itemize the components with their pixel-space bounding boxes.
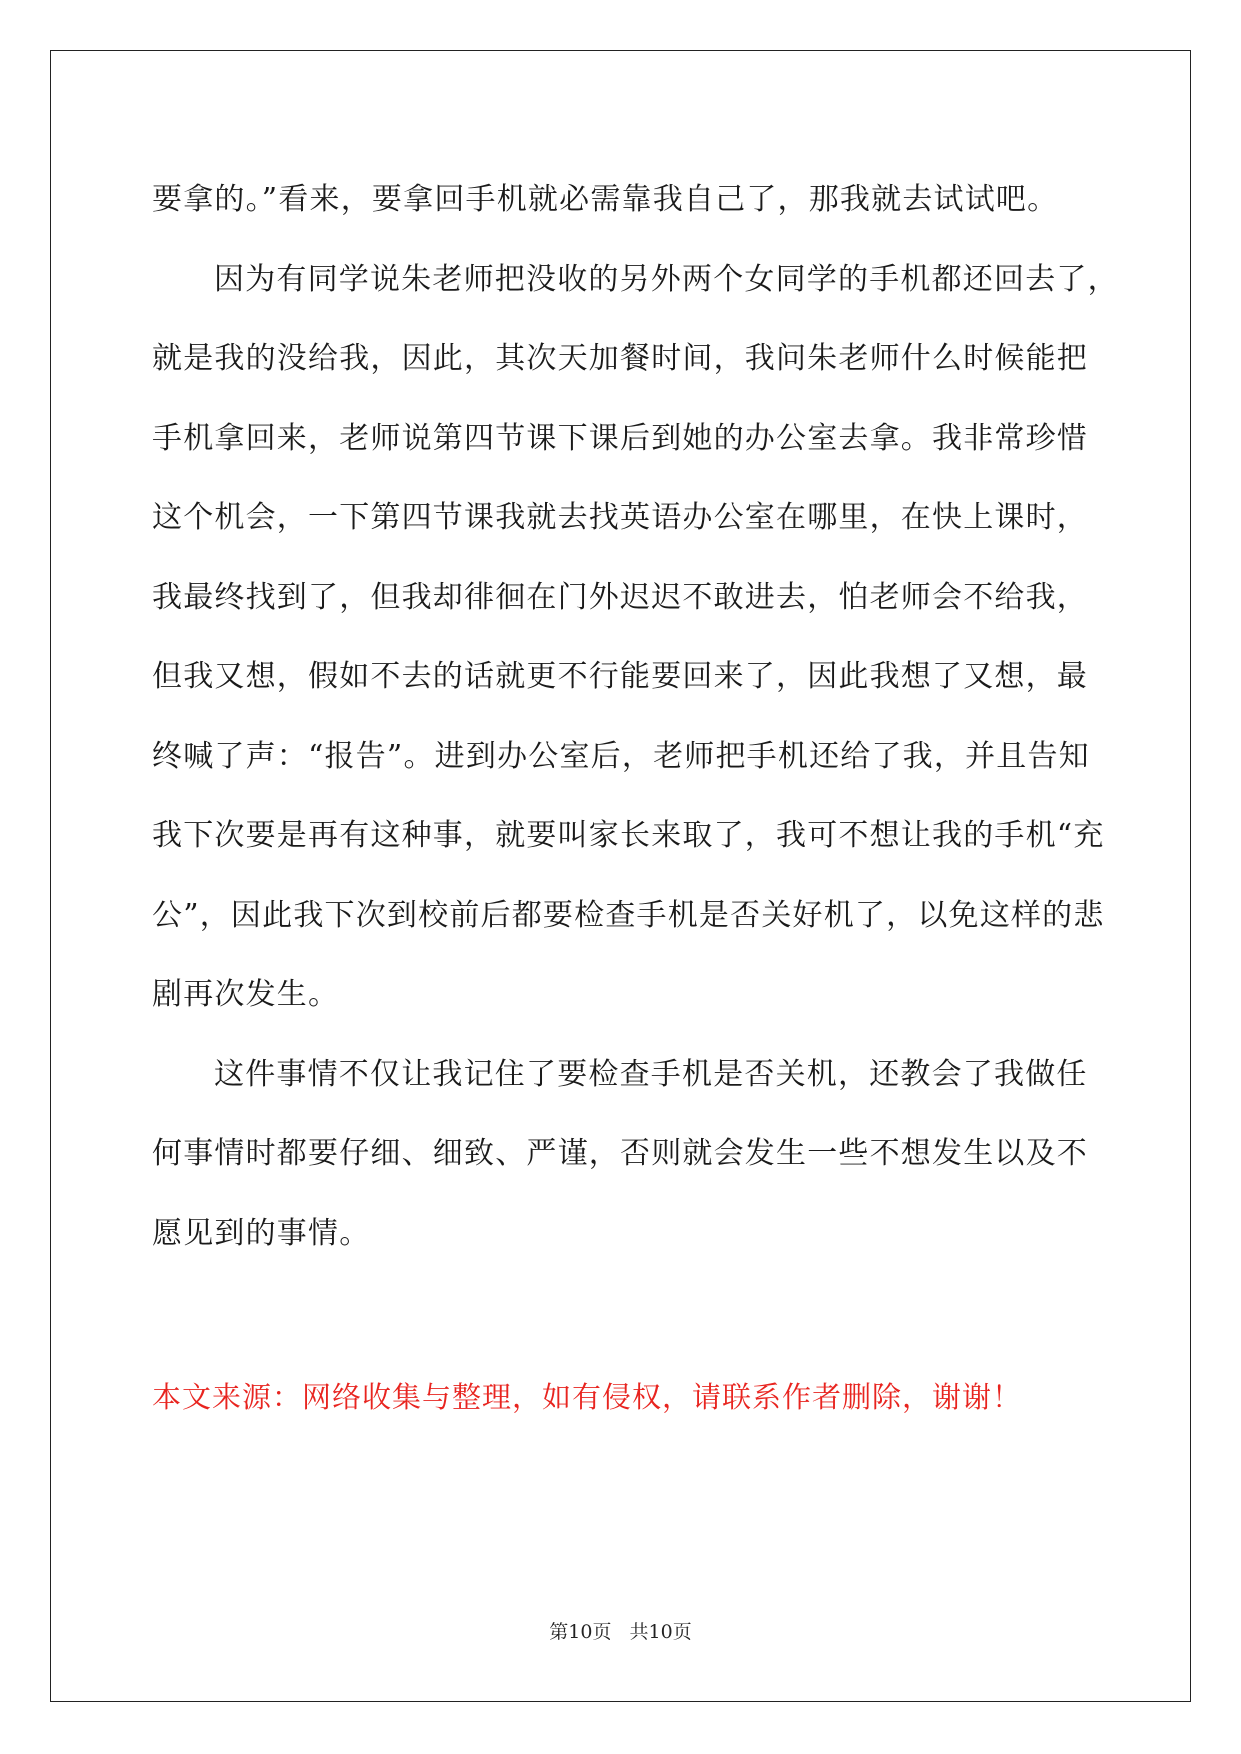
text-line: 就是我的没给我，因此，其次天加餐时间，我问朱老师什么时候能把	[152, 341, 1088, 376]
document-body	[152, 160, 1119, 1273]
text-line: 手机拿回来，老师说第四节课下课后到她的办公室去拿。我非常珍惜	[152, 420, 1088, 456]
text-line: 愿见到的事情。	[152, 1215, 371, 1251]
text-line: 公”，因此我下次到校前后都要检查手机是否关好机了，以免这样的悲	[152, 897, 1105, 933]
text-line: 何事情时都要仔细、细致、严谨，否则就会发生一些不想发生以及不	[152, 1136, 1088, 1171]
text-line: 这个机会，一下第四节课我就去找英语办公室在哪里，在快上课时，	[152, 500, 1088, 535]
text-line: 剧再次发生。	[152, 977, 340, 1012]
page-total: 共10页	[629, 1621, 692, 1643]
paragraph-start-line: 这件事情不仅让我记住了要检查手机是否关机，还教会了我做任	[214, 1056, 1088, 1092]
page-footer	[0, 1617, 1241, 1644]
paragraph-start-line: 因为有同学说朱老师把没收的另外两个女同学的手机都还回去了，	[214, 261, 1119, 297]
text-line: 我最终找到了，但我却徘徊在门外迟迟不敢进去，怕老师会不给我，	[152, 579, 1088, 615]
text-line: 终喊了声：“报告”。进到办公室后，老师把手机还给了我，并且告知	[152, 738, 1090, 774]
source-note: 本文来源：网络收集与整理，如有侵权，请联系作者删除，谢谢！	[152, 1380, 1023, 1414]
text-line: 要拿的。”看来，要拿回手机就必需靠我自己了，那我就去试试吧。	[152, 182, 1059, 217]
text-line: 但我又想，假如不去的话就更不行能要回来了，因此我想了又想，最	[152, 659, 1088, 694]
text-line: 我下次要是再有这种事，就要叫家长来取了，我可不想让我的手机“充	[152, 818, 1105, 853]
page-number: 第10页	[549, 1621, 612, 1643]
